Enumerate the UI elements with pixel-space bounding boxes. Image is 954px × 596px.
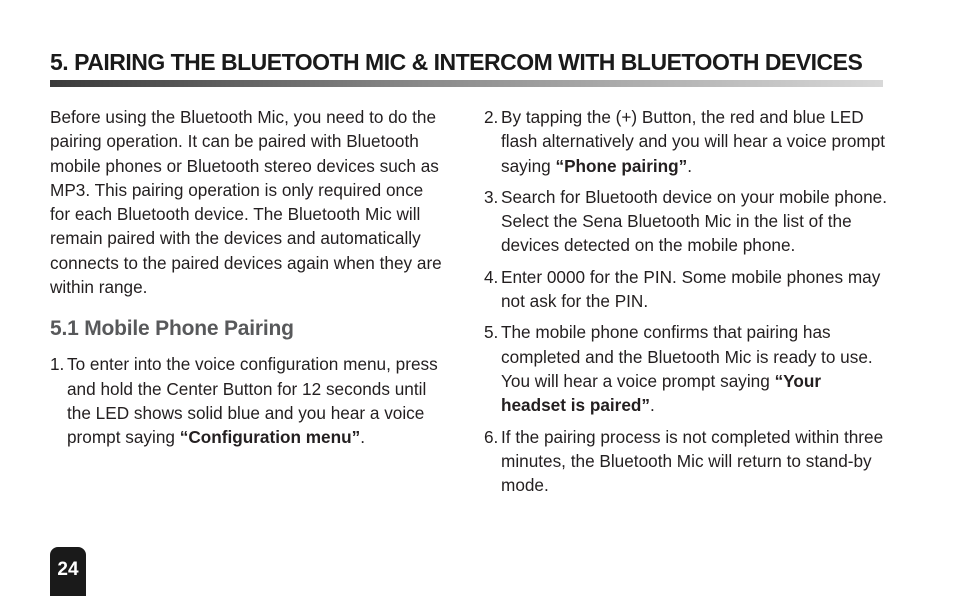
step-text: The mobile phone confirms that pairing has completed and the Bluetooth Mic is ready to use. You will hear a voice prompt saying “Your headset is paired”.	[501, 322, 873, 416]
step-number: 6.	[484, 426, 499, 447]
step-text: Enter 0000 for the PIN. Some mobile phones may not ask for the PIN.	[501, 266, 881, 312]
voice-prompt-text: “Configuration menu”	[179, 427, 361, 448]
step-item	[484, 185, 889, 258]
step-item	[484, 425, 889, 498]
voice-prompt-text: “Phone pairing”	[555, 155, 688, 176]
step-item	[484, 320, 889, 417]
left-column	[50, 105, 445, 457]
page-title: 5. PAIRING THE BLUETOOTH MIC & INTERCOM WITH BLUETOOTH DEVICES	[50, 49, 863, 75]
voice-prompt-text: “Your headset is paired”	[501, 370, 822, 416]
section-heading: 5.1 Mobile Phone Pairing	[50, 317, 294, 341]
step-text: If the pairing process is not completed within three minutes, the Bluetooth Mic will return to stand-by mode.	[501, 426, 884, 496]
page-number-badge: 24	[50, 547, 86, 596]
step-item	[484, 105, 889, 178]
step-number: 3.	[484, 186, 499, 207]
step-item	[50, 352, 445, 449]
step-text: By tapping the (+) Button, the red and blue LED flash alternatively and you will hear a voice prompt saying “Phone pairing”.	[501, 107, 886, 176]
step-item	[484, 265, 889, 314]
intro-paragraph: Before using the Bluetooth Mic, you need to do the pairing operation. It can be paired with Bluetooth mobile phones or Bluetooth stereo devices such as MP3. This pairing operation is only required once for each Bluetooth device. The Bluetooth Mic will remain paired with the devices and automatically connects to the paired devices again when they are within range.	[50, 107, 442, 298]
step-number: 4.	[484, 266, 499, 287]
step-number: 2.	[484, 107, 499, 127]
title-underline-bar	[50, 80, 883, 87]
right-column	[484, 105, 889, 504]
step-text: Search for Bluetooth device on your mobile phone. Select the Sena Bluetooth Mic in the list of the devices detected on the mobile phone.	[501, 186, 888, 256]
step-text: To enter into the voice configuration menu, press and hold the Center Button for 12 seconds until the LED shows solid blue and you hear a voice prompt saying “Configuration menu”.	[67, 354, 438, 448]
step-number: 5.	[484, 322, 499, 343]
step-number: 1.	[50, 354, 65, 375]
